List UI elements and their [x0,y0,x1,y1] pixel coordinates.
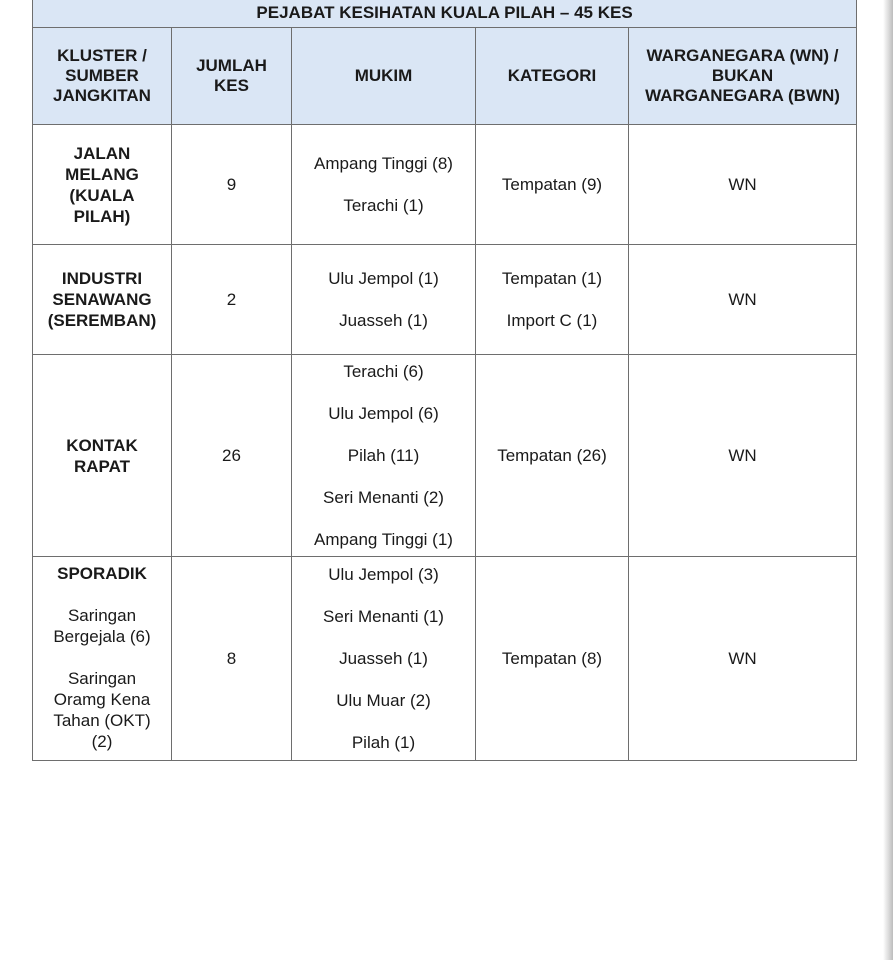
kluster-name: SPORADIK [57,564,147,583]
kluster-name: JALAN MELANG (KUALA PILAH) [65,143,139,226]
mukim-item: Ampang Tinggi (8) [314,154,453,173]
table-row [33,125,857,245]
wn-cell: WN [629,355,857,557]
cases-table [32,0,857,761]
header-row [33,28,857,125]
table-row [33,245,857,355]
mukim-cell [292,355,476,557]
mukim-item: Pilah (1) [351,733,416,752]
mukim-item: Juasseh (1) [339,649,428,668]
jumlah-cell: 8 [172,557,292,761]
table-row [33,557,857,761]
mukim-item: Seri Menanti (1) [323,607,444,626]
kluster-name: KONTAK RAPAT [66,435,138,476]
kluster-cell [33,355,172,557]
mukim-item: Terachi (6) [343,362,424,381]
mukim-cell [292,125,476,245]
table-row [33,355,857,557]
kluster-note: Saringan Bergejala (6) [53,606,151,646]
kategori-cell: Tempatan (26) [476,355,629,557]
mukim-item: Juasseh (1) [339,311,428,330]
header-kategori: KATEGORI [476,28,629,125]
kategori-item: Tempatan (1) [501,269,603,288]
kluster-cell [33,557,172,761]
wn-cell: WN [629,557,857,761]
mukim-item: Ulu Muar (2) [336,691,431,710]
header-jumlah: JUMLAH KES [172,28,292,125]
mukim-item: Terachi (1) [343,196,424,215]
kluster-note: Saringan Oramg Kena Tahan (OKT) (2) [53,669,151,751]
table-title: PEJABAT KESIHATAN KUALA PILAH – 45 KES [33,0,857,28]
header-kluster: KLUSTER / SUMBER JANGKITAN [33,28,172,125]
mukim-item: Ulu Jempol (3) [328,565,439,584]
jumlah-cell: 2 [172,245,292,355]
wn-cell: WN [629,245,857,355]
mukim-cell [292,557,476,761]
kluster-cell [33,245,172,355]
kategori-cell [476,245,629,355]
mukim-item: Seri Menanti (2) [323,488,444,507]
mukim-item: Pilah (11) [347,446,420,465]
kategori-cell: Tempatan (8) [476,557,629,761]
mukim-item: Ulu Jempol (6) [328,404,439,423]
header-warganegara: WARGANEGARA (WN) / BUKAN WARGANEGARA (BWN) [629,28,857,125]
mukim-item: Ampang Tinggi (1) [314,530,453,549]
mukim-cell [292,245,476,355]
jumlah-cell: 26 [172,355,292,557]
kluster-name: INDUSTRI SENAWANG (SEREMBAN) [47,269,157,330]
kategori-cell: Tempatan (9) [476,125,629,245]
kategori-item: Import C (1) [506,311,598,330]
mukim-item: Ulu Jempol (1) [328,269,439,288]
jumlah-cell: 9 [172,125,292,245]
page-edge-shadow [883,0,893,960]
header-mukim: MUKIM [292,28,476,125]
kluster-cell [33,125,172,245]
wn-cell: WN [629,125,857,245]
